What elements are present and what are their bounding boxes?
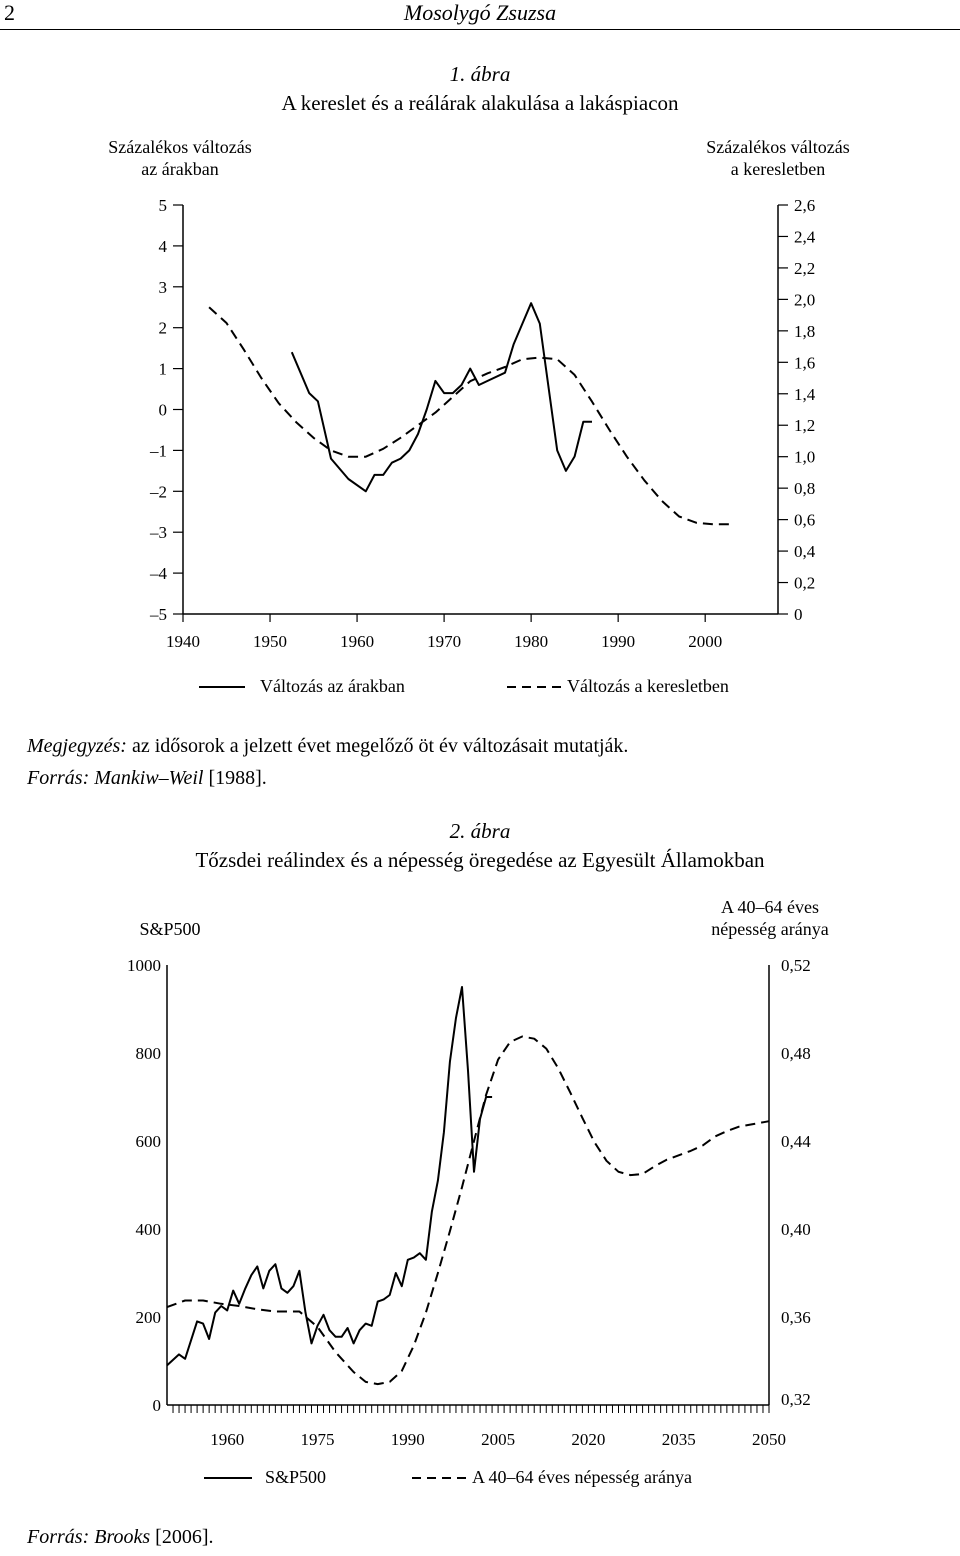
figure2-x-tick-label: 2035 [661, 1430, 696, 1449]
figure1-right-tick-label: 1,0 [794, 447, 816, 467]
figure2-right-tick-label: 0,40 [781, 1220, 811, 1239]
figure2-right-axis-title [660, 896, 880, 940]
figure2-x-tick-label: 1990 [390, 1430, 425, 1449]
figure2-left-tick-label: 200 [135, 1308, 161, 1327]
figure1-right-tick-label: 2,0 [794, 290, 816, 310]
figure1-x-tick-label: 1960 [340, 632, 375, 651]
figure1-source [27, 767, 267, 790]
figure1-x-tick-label: 2000 [688, 632, 723, 651]
figure1-dashed-series-line [209, 307, 731, 524]
figure2-left-tick-label: 0 [152, 1396, 161, 1415]
figure1-x-tick-label: 1940 [166, 632, 200, 651]
figure1-right-tick-label: 0,2 [794, 573, 816, 593]
figure1-left-tick-label: 0 [158, 400, 167, 420]
figure1-right-tick-label: 2,6 [794, 196, 816, 215]
figure2-right-tick-label: 0,44 [781, 1132, 811, 1151]
figure2-right-tick-label: 0,52 [781, 956, 811, 975]
figure2-legend-dashed-swatch [410, 1468, 470, 1488]
figure2-left-tick-label: 800 [135, 1044, 161, 1063]
figure1-x-tick-label: 1970 [427, 632, 462, 651]
figure2-left-tick-label: 1000 [127, 956, 161, 975]
figure2-right-tick-label: 0,36 [781, 1308, 811, 1327]
figure1-right-tick-label: 2,2 [794, 258, 816, 278]
figure2-source-label: Forrás: Brooks [27, 1526, 151, 1548]
figure1-right-tick-label: 0,8 [794, 479, 816, 499]
figure2-legend-dashed-label: A 40–64 éves népesség aránya [472, 1467, 692, 1487]
figure2-source-text: [2006]. [150, 1526, 214, 1548]
figure1-right-axis-title [658, 136, 898, 180]
figure1-left-tick-label: –4 [150, 564, 167, 584]
figure1-right-tick-label: 0,6 [794, 510, 816, 530]
figure2-x-tick-label: 1975 [300, 1430, 335, 1449]
figure2-legend-solid-swatch [200, 1468, 260, 1488]
figure1-right-tick-label: 0,4 [794, 542, 816, 562]
figure1-x-tick-label: 1990 [601, 632, 636, 651]
figure1-right-tick-label: 1,4 [794, 384, 816, 404]
figure2-legend-solid-label: S&P500 [265, 1467, 327, 1487]
figure1-legend-dashed-swatch [505, 677, 565, 697]
figure1-left-tick-label: 3 [158, 277, 167, 297]
figure1-left-axis-title [60, 136, 300, 180]
figure1-legend-solid-label: Változás az árakban [260, 676, 405, 696]
figure1-solid-series-line [292, 303, 592, 491]
figure1-x-tick-label: 1950 [253, 632, 288, 651]
figure2-solid-series-line [167, 987, 492, 1365]
figure1-left-tick-label: –2 [150, 482, 167, 502]
figure1-left-tick-label: –5 [150, 605, 167, 624]
figure1-right-tick-label: 1,8 [794, 321, 816, 341]
figure2-left-tick-label: 600 [135, 1132, 161, 1151]
figure2-title: Tőzsdei reálindex és a népesség öregedése az Egyesült Államokban [195, 848, 765, 872]
figure1-left-axis-title-line1: Százalékos változás [108, 137, 252, 157]
figure2-x-tick-label: 2020 [571, 1430, 606, 1449]
figure1-left-axis-title-line2: az árakban [141, 159, 219, 179]
figure1-left-tick-label: –1 [150, 441, 167, 461]
figure1-title: A kereslet és a reálárak alakulása a lakáspiacon [281, 91, 679, 115]
figure2-number: 2. ábra [449, 819, 511, 843]
figure1-left-tick-label: 1 [158, 359, 167, 379]
page-number: 2 [4, 0, 15, 25]
figure2-right-tick-label: 0,32 [781, 1390, 811, 1409]
figure2-source [27, 1526, 213, 1549]
figure1-right-tick-label: 0 [794, 605, 803, 624]
figure2-x-tick-label: 2050 [752, 1430, 786, 1449]
figure2-x-tick-label: 1960 [210, 1430, 245, 1449]
figure2-x-tick-label: 2005 [481, 1430, 516, 1449]
figure1-chart [0, 190, 960, 710]
figure1-right-tick-label: 2,4 [794, 227, 816, 247]
figure1-source-label: Forrás: Mankiw–Weil [27, 767, 204, 789]
figure1-x-tick-label: 1980 [514, 632, 549, 651]
figure1-right-axis-title-line2: a keresletben [730, 159, 826, 179]
figure2-left-axis-title: S&P500 [139, 919, 201, 939]
figure1-legend-dashed-label: Változás a keresletben [567, 676, 729, 696]
figure2-chart [0, 940, 960, 1450]
figure1-note-text: az idősorok a jelzett évet megelőző öt év változásait mutatják. [126, 735, 629, 757]
figure1-left-tick-label: 5 [158, 196, 167, 215]
figure1-note [27, 735, 628, 758]
figure1-left-tick-label: 4 [158, 236, 167, 256]
figure1-right-tick-label: 1,2 [794, 416, 816, 436]
figure1-right-axis-title-line1: Százalékos változás [706, 137, 850, 157]
running-head: Mosolygó Zsuzsa [403, 0, 557, 25]
figure1-source-text: [1988]. [203, 767, 267, 789]
figure1-legend-solid-swatch [195, 677, 255, 697]
figure1-number: 1. ábra [449, 62, 511, 86]
figure1-note-label: Megjegyzés: [27, 735, 127, 757]
figure2-right-tick-label: 0,48 [781, 1044, 811, 1063]
figure1-right-tick-label: 1,6 [794, 353, 816, 373]
header-rule [0, 29, 960, 30]
figure1-left-tick-label: 2 [158, 318, 167, 338]
figure2-dashed-series-line [167, 1037, 769, 1385]
figure1-left-tick-label: –3 [150, 523, 167, 543]
figure2-right-axis-title-line1: A 40–64 éves [721, 897, 819, 917]
figure2-right-axis-title-line2: népesség aránya [711, 919, 829, 939]
figure2-left-tick-label: 400 [135, 1220, 161, 1239]
